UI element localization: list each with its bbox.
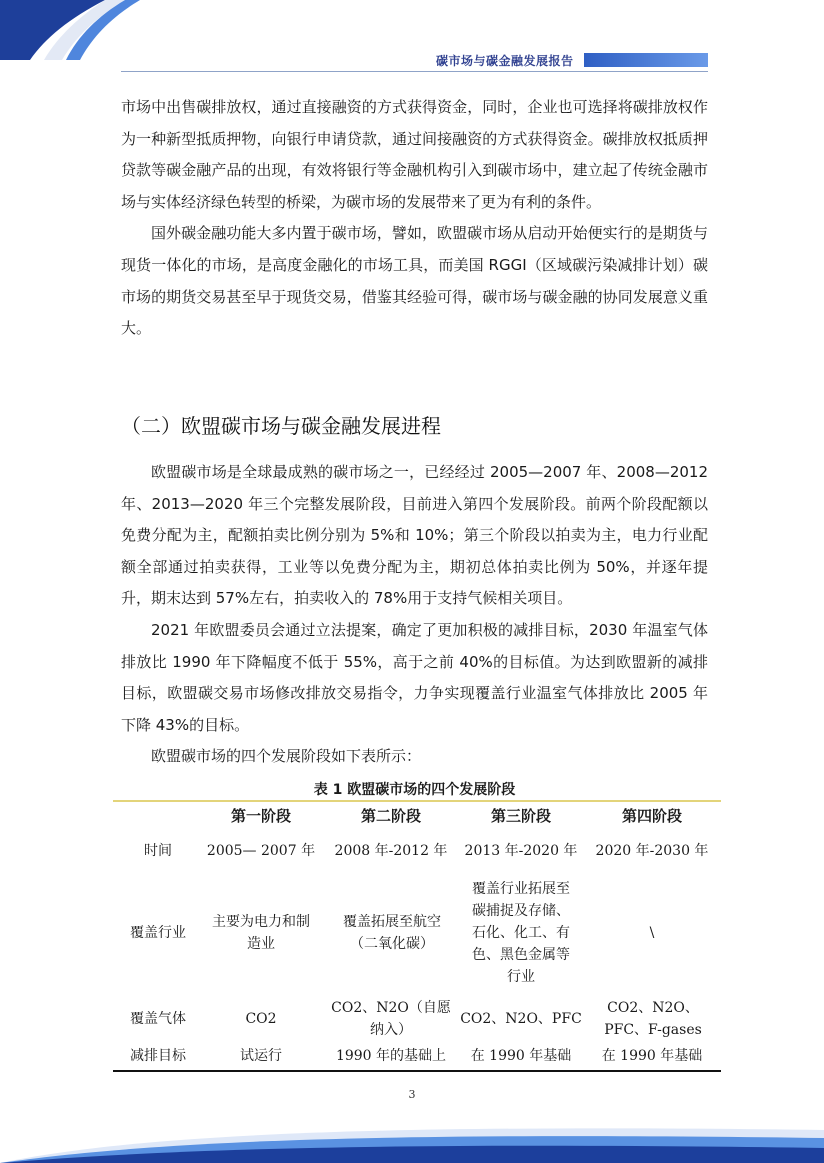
page-number: 3 [408, 1088, 416, 1101]
table-cell: \ [649, 925, 655, 941]
table-cell: 1990 年的基础上 [335, 1048, 447, 1064]
table-row-label: 覆盖气体 [130, 1011, 186, 1027]
table-cell: 覆盖行业拓展至碳捕捉及存储、石化、化工、有色、黑色金属等行业 [472, 881, 570, 985]
table-cell: 覆盖拓展至航空（二氧化碳） [343, 914, 441, 952]
paragraph: 欧盟碳市场是全球最成熟的碳市场之一，已经经过 2005—2007 年、2008—2012 年、2013—2020 年三个完整发展阶段，目前进入第四个发展阶段。前两个阶段配额以免费分配为主，配额拍卖比例分别为 5%和 10%；第三个阶段以拍卖为主，电力行业配额全部通过拍卖获得，工业等以免费分配为主，期初总体拍卖比例为 50%，并逐年提升，期末达到 57%左右，拍卖收入的 78%用于支持气候相关项目。 [121, 463, 708, 608]
table-header-cell: 第四阶段 [621, 807, 682, 825]
header-accent-bar [584, 53, 708, 67]
section-heading: （二）欧盟碳市场与碳金融发展进程 [121, 414, 441, 438]
table-cell: CO2、N2O（自愿纳入） [331, 1000, 451, 1038]
paragraph: 国外碳金融功能大多内置于碳市场，譬如，欧盟碳市场从启动开始便实行的是期货与现货一体化的市场，是高度金融化的市场工具，而美国 RGGI（区域碳污染减排计划）碳市场的期货交易甚至早于现货交易，借鉴其经验可得，碳市场与碳金融的协同发展意义重大。 [121, 224, 708, 338]
header-swoosh-decoration [0, 0, 824, 60]
table-cell: CO2、N2O、PFC [460, 1011, 582, 1027]
table-cell: CO2、N2O、PFC、F-gases [604, 1000, 702, 1038]
table-caption: 表 1 欧盟碳市场的四个发展阶段 [313, 782, 516, 798]
table-cell: 主要为电力和制造业 [212, 914, 310, 952]
paragraph: 市场中出售碳排放权，通过直接融资的方式获得资金，同时，企业也可选择将碳排放权作为一种新型抵质押物，向银行申请贷款，通过间接融资的方式获得资金。碳排放权抵质押贷款等碳金融产品的出现，有效将银行等金融机构引入到碳市场中，建立起了传统金融市场与实体经济绿色转型的桥梁，为碳市场的发展带来了更为有利的条件。 [121, 98, 708, 211]
table-cell: 2013 年-2020 年 [464, 843, 578, 859]
table-cell: 2005— 2007 年 [206, 843, 316, 859]
paragraph: 欧盟碳市场的四个发展阶段如下表所示： [151, 747, 422, 766]
table-header-cell: 第二阶段 [360, 807, 421, 825]
table-bottom-rule [113, 1070, 721, 1072]
section-text-block [121, 457, 708, 773]
table-cell: 2020 年-2030 年 [595, 843, 709, 859]
table-cell: 2008 年-2012 年 [334, 843, 448, 859]
table-cell: 在 1990 年基础 [470, 1048, 572, 1064]
table-header-cell: 第三阶段 [490, 807, 551, 825]
header-divider [121, 71, 708, 72]
footer-wave-decoration [0, 1118, 824, 1163]
table-cell: 在 1990 年基础 [601, 1048, 703, 1064]
paragraph: 2021 年欧盟委员会通过立法提案，确定了更加积极的减排目标，2030 年温室气体排放比 1990 年下降幅度不低于 55%，高于之前 40%的目标值。为达到欧盟新的减排目标，欧盟碳交易市场修改排放交易指令，力争实现覆盖行业温室气体排放比 2005 年下降 43%的目标。 [121, 620, 708, 734]
intro-text-block [121, 92, 708, 345]
table-cell: 试运行 [240, 1048, 282, 1064]
table-header-cell: 第一阶段 [230, 807, 291, 825]
report-header-title: 碳市场与碳金融发展报告 [436, 54, 574, 68]
table-row-label: 时间 [144, 843, 172, 859]
table-row-label: 减排目标 [130, 1048, 186, 1064]
table-row-label: 覆盖行业 [130, 925, 186, 941]
table-cell: CO2 [245, 1011, 277, 1027]
table-top-rule [113, 800, 721, 802]
